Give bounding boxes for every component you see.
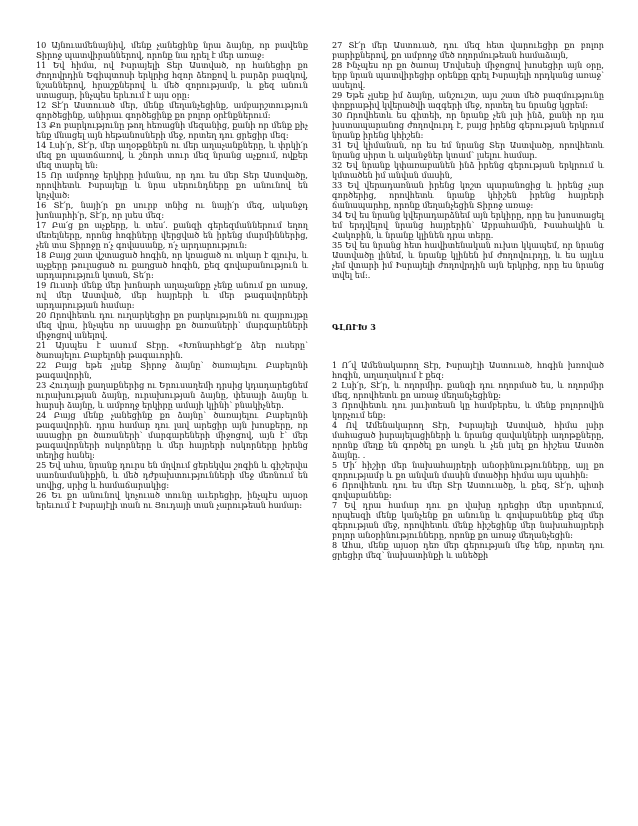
verse: 8 Ահա, մենք այսօր դեռ մեր գերության մեջ ենք, որտեղ դու ցրեցիր մեզ՝ նախատինքի և անեծքի: [332, 540, 604, 560]
verse: 18 Բայց շատ վշտացած հոգին, որ կռացած ու տկար է գլուխ, և աչքերը թուլացած ու քաղցած հոգին, քեզ գովաբանություն և արդարություն կտան, Տե՛ր:: [36, 250, 308, 280]
verse: 10 Այնուամենայնիվ, մենք չանեցինք նրա ձայնը, որ բավենք Տիրոջ պատվիրաններով, որոնք նա դրել է մեր առաջ:: [36, 40, 308, 60]
verse: 31 Եվ կիմանան, որ ես եմ նրանց Տեր Աստվածը, որովհետև նրանց սիրտ և ականջներ կտամ՝ լսելու համար.: [332, 140, 604, 160]
verse: 27 Տէ՛ր մեր Աստուած, դու մեզ հետ վարուեցիր քո բոլոր բարիքներով, քո ամբողջ մեծ ողորմութեան համաձայն,: [332, 40, 604, 60]
verse: 5 Մի՛ հիշիր մեր նախահայրերի անօրինությունները, այլ քո զորությամբ և քո անվան մասին մտածիր հիմա այս պահին:: [332, 460, 604, 480]
verse: 11 Եվ հիմա, ով Իսրայելի Տեր Աստված, որ հանեցիր քո ժողովրդին Եգիպտոսի երկրից հզոր ձեռքով և բարձր բազկով, նշաններով, հրաշքներով և մեծ զորությամբ, և քեզ անուն ստացար, ինչպես երևում է այս օրը:: [36, 60, 308, 100]
verse: 6 Որովհետև դու ես մեր Տէր Աստուածը, և քեզ, Տէ՛ր, պիտի գովաբանենք:: [332, 480, 604, 500]
verse: 20 Որովհետև դու ուղարկեցիր քո բարկությունն ու զայրույթը մեզ վրա, ինչպես որ ասացիր քո ծառաների՝ մարգարեների միջոցով անելով.: [36, 310, 308, 340]
verse: 13 Քո բարկությունը թող հեռացնի մեզանից, քանի որ մենք քիչ ենք մնացել այն հեթանոսների մեջ, որտեղ դու ցրեցիր մեզ:: [36, 120, 308, 140]
verse: 12 Տէ՛ր Աստուած մեր, մենք մեղանչեցինք, ամբարշտություն գործեցինք, անիրաւ գործեցինք քո բոլոր օրէնքներում:: [36, 100, 308, 120]
verse: 4 Ով Ամենակարող Տէր, Իսրայելի Աստված, հիմա լսիր մահացած իսրայելացիների և նրանց զավակների աղոթքները, որոնք մեղք են գործել քո առջև և չեն լսել քո հիշեա Աստծո ձայնը. .: [332, 420, 604, 460]
verse: 22 Բայց եթե չլսեք Տիրոջ ձայնը՝ ծառայելու Բաբելոնի թագավորին,: [36, 360, 308, 380]
verse: 14 Լսի՛ր, Տէ՛ր, մեր աղօթքներն ու մեր աղաչանքները, և փրկի՛ր մեզ քո պատճառով, և շնորհ տուր մեզ նրանց աչքում, ովքեր մեզ տարել են:: [36, 140, 308, 170]
verse: 34 Եվ ես նրանց կվերադարձնեմ այն երկիրը, որը ես խոստացել եմ երդվելով նրանց հայրերին՝ Աբրահամին, Իսահակին և Հակոբին, և նրանք կլինեն դրա տերը.: [332, 210, 604, 240]
verse: 28 Ինչպես որ քո ծառայ Մովսեսի միջոցով խոսեցիր այն օրը, երբ նրան պատվիրեցիր օրենքը գրել Իսրայելի որդկանց առաջ՝ ասելով.: [332, 60, 604, 90]
verse: 16 Տէ՛ր, նայի՛ր քո սուրբ տնից ու նայի՛ր մեզ, ականջդ խոնարհի՛ր, Տէ՛ր, որ լսես մեզ:: [36, 200, 308, 220]
verse: 29 Եթե չլսեք իմ ձայնը, անշուշտ, այս շատ մեծ բազմությունը փոքրաթիվ կվերածվի ազգերի մեջ, որտեղ ես նրանց կցրեմ:: [332, 90, 604, 110]
verse: 21 Այսպես է ասում Տէրը. «Խոնարհեցէ՛ք ձեր ուսերը՝ ծառայելու Բաբելոնի թագաւորին.: [36, 340, 308, 360]
verse: 19 Ուստի մենք մեր խոնարհ աղաչանքը չենք անում քո առաջ, ով մեր Աստված, մեր հայրերի և մեր թագավորների արդարության համար:: [36, 280, 308, 310]
verse: 30 Որովհետև ես գիտեի, որ նրանք չեն լսի ինձ, քանի որ դա խստապարանոց ժողովուրդ է, բայց իրենց գերության երկրում նրանք իրենց կհիշեն:: [332, 110, 604, 140]
verse: 32 Եվ նրանք կփառաբանեն ինձ իրենց գերության երկրում և կմտածեն իմ անվան մասին,: [332, 160, 604, 180]
verse: 1 Ո՜վ Ամենակարող Տէր, Իսրայէլի Աստուած, հոգին խռոված հոգին, աղաղակում է քեզ:: [332, 360, 604, 380]
verse: 17 Բա՛ց քո աչքերը, և տես՛. քանզի գերեզմաններում եղող մեռելները, որոնց հոգիները վերցված են իրենց մարմիններից, չեն տա Տիրոջը ո՛չ գովասանք, ո՛չ արդարություն:: [36, 220, 308, 250]
verse: 7 Եվ դրա համար դու քո վախը դրեցիր մեր սրտերում, որպեսզի մենք կանչենք քո անունը և գովաբանենք քեզ մեր գերության մեջ, որովհետև մենք հիշեցինք մեր նախահայրերի բոլոր անօրինությունները, որոնք քո առաջ մեղանչեցին:: [332, 500, 604, 540]
verse: 2 Լսի՛ր, Տէ՛ր, և ողորմիր. քանզի դու ողորմած ես, և ողորմիր մեզ, որովհետև քո առաջ մեղանչեցինք:: [332, 380, 604, 400]
left-column: [36, 40, 308, 510]
verse: 25 Եվ ահա, նրանք դուրս են մղվում ցերեկվա շոգին և գիշերվա սառնամանիքին, և մեծ դժբախտությունների մեջ մեռնում են սովից, սրից և համաճարակից:: [36, 460, 308, 490]
chapter-heading: ԳԼՈՒԽ 3: [332, 322, 376, 332]
verse: 23 Հուդայի քաղաքներից ու Երուսաղեմի դրսից կդադարեցնեմ ուրախության ձայնը, ուրախության ձայնը, փեսայի ձայնը և հարսի ձայնը, և ամբողջ երկիրը ամայի կլինի՝ բնակիչներ.: [36, 380, 308, 410]
verse: 24 Բայց մենք չանեցինք քո ձայնը՝ ծառայելու Բաբելոնի թագավորին. դրա համար դու լավ արեցիր այն խոսքերը, որ ասացիր քո ծառաների՝ մարգարեների միջոցով, այն է՝ մեր թագավորների ոսկորները և մեր հայրերի ոսկորները իրենց տեղից հանել:: [36, 410, 308, 460]
right-column-top: [332, 40, 604, 280]
verse: 15 Որ ամբողջ երկիրը իմանա, որ դու ես մեր Տեր Աստվածը, որովհետև Իսրայելը և նրա սերունդները քո անունով են կոչված:: [36, 170, 308, 200]
right-column: [332, 40, 604, 560]
right-column-bottom: [332, 360, 604, 560]
verse: 26 Եւ քո անունով կոչուած տունը աւերեցիր, ինչպէս այսօր երեւում է Իսրայէլի տան ու Յուդայի տան չարութեան համար:: [36, 490, 308, 510]
verse: 33 Եվ վերադառնան իրենց կոշտ պարանոցից և իրենց չար գործերից, որովհետև նրանք կհիշեն իրենց հայրերի ճանապարհը, որոնք մեղանչեցին Տիրոջ առաջ:: [332, 180, 604, 210]
verse: 35 Եվ ես նրանց հետ հավիտենական ուխտ կկապեմ, որ նրանց Աստվածը լինեմ, և նրանք կլինեն իմ ժողովուրդը, և ես այլևս չեմ վտարի իմ Իսրայելի ժողովրդին այն երկրից, որը ես նրանց տվել եմ:.: [332, 240, 604, 280]
verse: 3 Որովհետև դու յաւիտեան կը համբերես, և մենք բոլորովին կորչում ենք:: [332, 400, 604, 420]
